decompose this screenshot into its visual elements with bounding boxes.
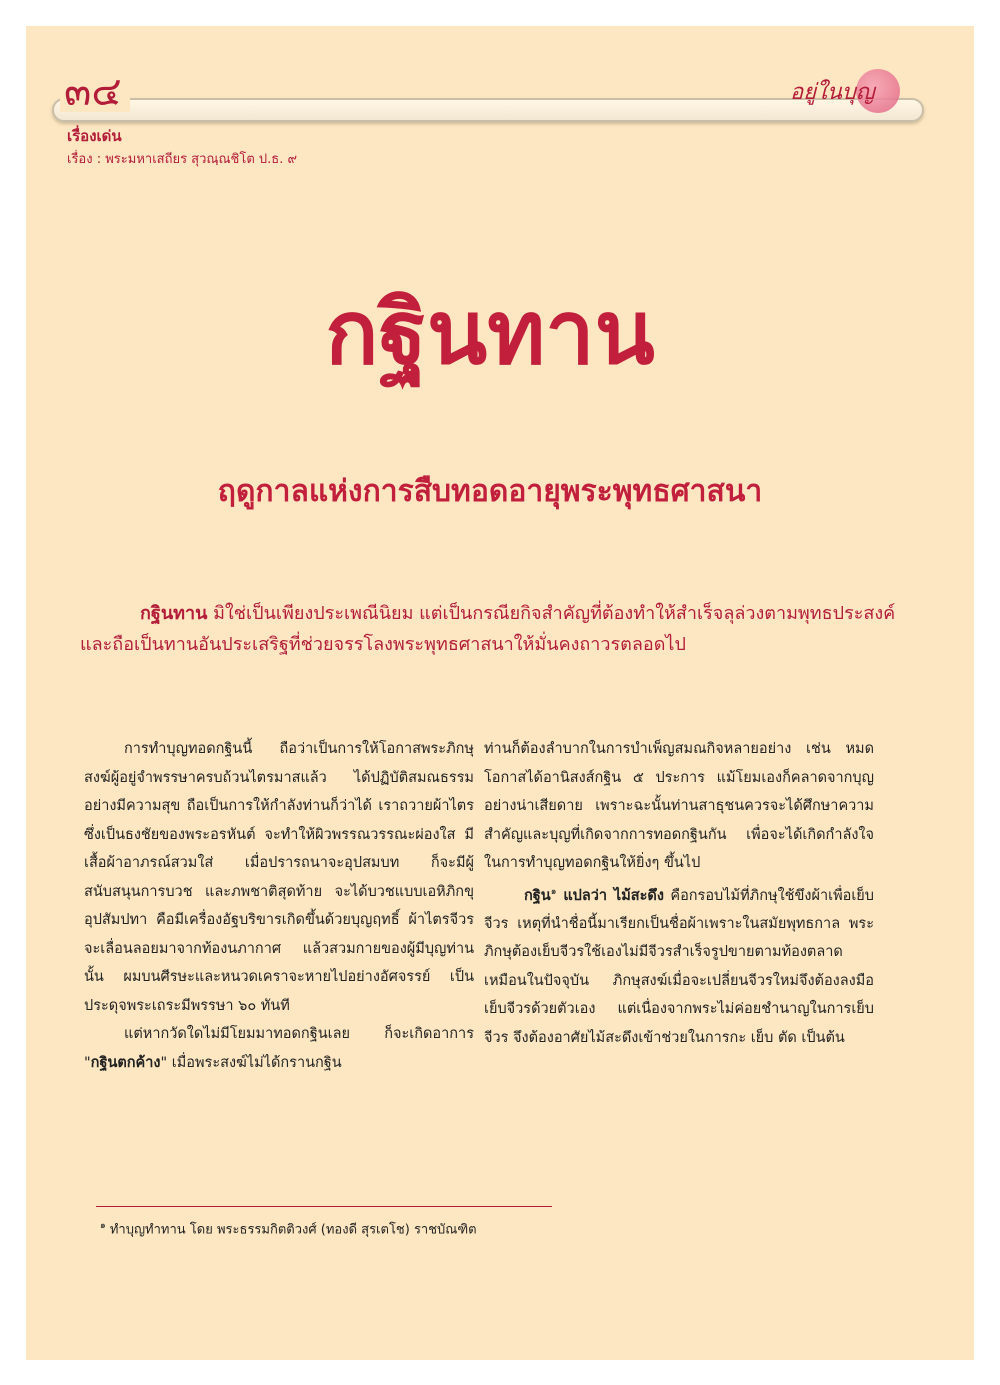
article-subtitle: ฤดูกาลแห่งการสืบทอดอายุพระพุทธศาสนา [217,474,763,509]
page-background [26,26,974,1360]
right-paragraph-1: ท่านก็ต้องลำบากในการบำเพ็ญสมณกิจหลายอย่าง เช่น หมดโอกาสได้อานิสงส์กฐิน ๕ ประการ แม้โยมเองก็คลาดจากบุญอย่างน่าเสียดาย เพราะฉะนั้นท่านสาธุชนควรจะได้ศึกษาความสำคัญและบุญที่เกิดจากการทอดกฐินกัน เพื่อจะได้เกิดกำลังใจในการทำบุญทอดกฐินให้ยิ่งๆ ขึ้นไป [484,741,874,871]
right-column [484,735,874,1052]
footnote-reference[interactable]: ๑ [550,886,557,897]
footnote-marker: ๑ [100,1221,106,1231]
left-paragraph-2 [84,1020,474,1077]
lead-paragraph [80,598,900,660]
right-p2-bold-meaning: แปลว่า ไม้สะดึง [556,887,664,904]
page-number: ๓๔ [60,72,130,112]
right-p2-text: คือกรอบไม้ที่ภิกษุใช้ขึงผ้าเพื่อเย็บจีวร เหตุที่นำชื่อนี้มาเรียกเป็นชื่อผ้าเพราะในสมัยพุทธกาล พระภิกษุต้องเย็บจีวรใช้เองไม่มีจีวรสำเร็จรูปขายตามท้องตลาดเหมือนในปัจจุบัน ภิกษุสงฆ์เมื่อจะเปลี่ยนจีวรใหม่จึงต้องลงมือเย็บจีวรด้วยตัวเอง แต่เนื่องจากพระไม่ค่อยชำนาญในการเย็บจีวร จึงต้องอาศัยไม้สะดึงเข้าช่วยในการกะ เย็บ ตัด เป็นต้น [484,887,874,1046]
left-paragraph-1: การทำบุญทอดกฐินนี้ ถือว่าเป็นการให้โอกาสพระภิกษุสงฆ์ผู้อยู่จำพรรษาครบถ้วนไตรมาสแล้ว ได้ปฏิบัติสมณธรรมอย่างมีความสุข ถือเป็นการให้กำลังท่านก็ว่าได้ เราถวายผ้าไตรซึ่งเป็นธงชัยของพระอรหันต์ จะทำให้ผิวพรรณวรรณะผ่องใส มีเสื้อผ้าอาภรณ์สวมใส่ เมื่อปรารถนาจะอุปสมบท ก็จะมีผู้สนับสนุนการบวช และภพชาติสุดท้าย จะได้บวชแบบเอหิภิกขุอุปสัมปทา คือมีเครื่องอัฐบริขารเกิดขึ้นด้วยบุญฤทธิ์ ผ้าไตรจีวรจะเลื่อนลอยมาจากท้องนภากาศ แล้วสวมกายของผู้มีบุญท่านนั้น ผมบนศีรษะและหนวดเคราจะหายไปอย่างอัศจรรย์ เป็นประดุจพระเถระมีพรรษา ๖๐ ทันที [84,741,474,1014]
author-line: เรื่อง : พระมหาเสถียร สุวณฺณชิโต ป.ธ. ๙ [67,152,298,167]
footnote-text: ทำบุญทำทาน โดย พระธรรมกิตติวงศ์ (ทองดี สุรเตโช) ราชบัณฑิต [105,1222,477,1238]
magazine-logo [790,64,910,124]
logo-text: อยู่ในบุญ [790,80,875,105]
right-paragraph-2 [484,878,874,1053]
left-p2-text-after: " เมื่อพระสงฆ์ไม่ได้กรานกฐิน [160,1054,342,1071]
left-p2-text-before: แต่หากวัดใดไม่มีโยมมาทอดกฐินเลย ก็จะเกิดอาการ " [84,1026,474,1071]
right-p2-bold-term: กฐิน [524,887,551,904]
section-label: เรื่องเด่น [67,127,122,145]
lead-text: มิใช่เป็นเพียงประเพณีนิยม แต่เป็นกรณียกิจสำคัญที่ต้องทำให้สำเร็จลุล่วงตามพุทธประสงค์และถือเป็นทานอันประเสริฐที่ช่วยจรรโลงพระพุทธศาสนาให้มั่นคงถาวรตลอดไป [80,603,896,655]
left-column [84,735,474,1077]
footnote-divider [96,1206,552,1207]
lead-bold-term: กฐินทาน [140,603,208,624]
article-title: กฐินทาน [325,281,655,384]
footnote [100,1218,477,1239]
left-p2-bold: กฐินตกค้าง [90,1054,161,1071]
